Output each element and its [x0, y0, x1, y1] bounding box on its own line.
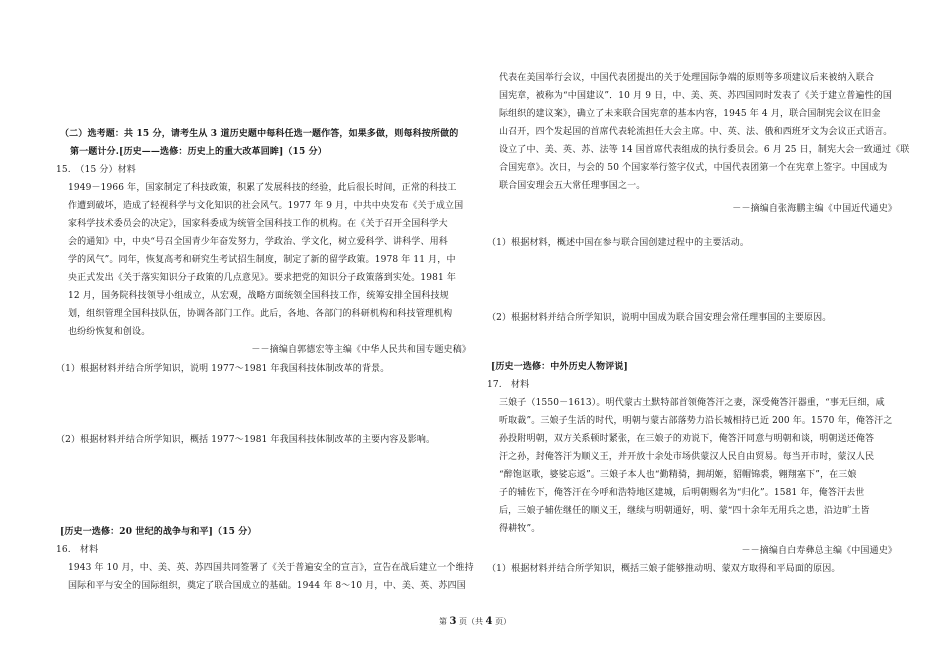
q15-question-1: （1）根据材料并结合所学知识，说明 1977～1981 年我国科技体制改革的背景。	[56, 364, 390, 374]
q16-cont-line: 际组织的建议案》，确立了未来联合国宪章的基本内容，1945 年 4 月，联合国制宪会议在旧金	[499, 109, 881, 119]
q16-cont-line: 合国宪章》。次日，与会的 50 个国家举行签字仪式，中国代表团第一个在宪章上签字。中国成为	[499, 163, 888, 173]
q16-cont-line: 代表在美国举行会议，中国代表团提出的关于处理国际争端的原则等多项建议后来被纳入联合	[499, 73, 875, 83]
q15-line: 作遭到破坏，造成了轻视科学与文化知识的社会风气。1977 年 9 月，中共中央发布《关于成立国	[68, 201, 464, 211]
q16-question-2: （2）根据材料并结合所学知识，说明中国成为联合国安理会常任理事国的主要原因。	[487, 313, 832, 323]
section-people-title: [历史一选修：中外历史人物评说]	[491, 362, 628, 372]
q16-cont-line: 山召开，四个发起国的首席代表轮流担任大会主席。中、英、法、俄和西班牙文为会议正式语言。	[499, 127, 893, 137]
q16-header: 16. 材料	[56, 545, 99, 555]
q15-line: 会的通知》中，中央“号召全国青少年奋发努力，学政治、学文化，树立爱科学、讲科学、用科	[68, 237, 448, 247]
q15-line: 12 月，国务院科技领导小组成立，从宏观，战略方面统领全国科技工作，统筹安排全国科技规	[68, 291, 449, 301]
section-war-peace-title: [历史一选修：20 世纪的战争与和平]（15 分）	[60, 527, 257, 537]
q17-line: 三娘子（1550－1613）。明代蒙古土默特部首领俺答汗之妻，深受俺答汗器重，“事无巨细，咸	[499, 398, 885, 408]
q16-cont-line: 设立了中、美、英、苏、法等 14 国首席代表组成的执行委员会。6 月 25 日，制宪大会一致通过《联	[499, 145, 910, 155]
q15-line: 划，组织管理全国科技队伍，协调各部门工作。此后，各地、各部门的科研机构和科技管理机构	[68, 309, 453, 319]
q16-line: 国际和平与安全的国际组织，奠定了联合国成立的基础。1944 年 8～10 月，中、美、英、苏四国	[68, 581, 466, 591]
q15-question-2: （2）根据材料并结合所学知识，概括 1977～1981 年我国科技体制改革的主要内容及影响。	[56, 435, 436, 445]
q16-cont-line: 国宪章，被称为“中国建议”．10 月 9 日，中、美、英、苏四国同时发表了《关于建立普遍性的国	[499, 91, 893, 101]
q17-line: “醉饱讴歌，婆娑忘返”。三娘子本人也“勤精骑，拥胡姬，貂帽锦裘，翱翔塞下”，在三娘	[499, 470, 857, 480]
q17-header: 17. 材料	[487, 380, 530, 390]
q17-line: 汗之孙，封俺答汗为顺义王，并开放十余处市场供蒙汉人民自由贸易。每当开市时，蒙汉人民	[499, 452, 875, 462]
q16-cont-line: 联合国安理会五大常任理事国之一。	[499, 181, 646, 191]
footer-prefix: 第	[438, 617, 447, 626]
q15-line: 学的风气”。同年，恢复高考和研究生考试招生制度，制定了新的留学政策。1978 年 11 月，中	[68, 255, 456, 265]
q15-source: －－摘编自郭德宏等主编《中华人民共和国专题史稿》	[251, 345, 471, 355]
q16-source: －－摘编自张海鹏主编《中国近代通史》	[732, 204, 897, 214]
q17-line: 得耕牧”。	[499, 524, 541, 534]
q17-line: 孙投附明朝，双方关系顿时紧张，在三娘子的劝说下，俺答汗同意与明朝和谈，明朝送还俺答	[499, 434, 875, 444]
q15-line: 家科学技术委员会的决定》，国家科委成为统管全国科技工作的机构。在《关于召开全国科学大	[68, 219, 448, 229]
q15-line: 央正式发出《关于落实知识分子政策的几点意见》。要求把党的知识分子政策落到实处。1981 年	[68, 273, 457, 283]
q16-line: 1943 年 10 月，中、美、英、苏四国共同签署了《关于普遍安全的宣言》，宣告在战后建立一个维持	[68, 563, 474, 573]
page-number: 3	[449, 616, 457, 627]
footer-middle: 页（共	[459, 617, 483, 626]
q17-line: 子的辅佐下，俺答汗在今呼和浩特地区建城，后明朝赐名为“归化”。1581 年，俺答汗去世	[499, 488, 865, 498]
section-2-title: （二）选考题：共 15 分，请考生从 3 道历史题中每科任选一题作答，如果多做，则每科按所做的	[60, 129, 459, 139]
q17-source: －－摘编自白寿彝总主编《中国通史》	[741, 546, 897, 556]
q16-question-1: （1）根据材料，概述中国在参与联合国创建过程中的主要活动。	[487, 238, 750, 248]
q17-question-1: （1）根据材料并结合所学知识，概括三娘子能够推动明、蒙双方取得和平局面的原因。	[487, 564, 841, 574]
q15-line: 也纷纷恢复和创设。	[68, 327, 151, 337]
q15-header: 15. （15 分）材料	[56, 165, 136, 175]
footer-end: 页）	[495, 617, 512, 626]
q15-line: 1949－1966 年，国家制定了科技政策，积累了发展科技的经验，此后很长时间，正常的科技工	[68, 183, 457, 193]
q17-line: 听取裁”。三娘子生活的时代，明朝与蒙古部落势力沿长城相持已近 200 年。1570 年，俺答汗之	[499, 416, 893, 426]
page-footer	[0, 616, 950, 628]
q17-line: 后，三娘子辅佐继任的顺义王，继续与明朝通好，明、蒙“四十余年无用兵之患，沿边旷土皆	[499, 506, 870, 516]
section-2-title-cont: 第一题计分.[历史——选修：历史上的重大改革回眸]（15 分）	[70, 147, 327, 157]
total-pages: 4	[485, 616, 493, 627]
